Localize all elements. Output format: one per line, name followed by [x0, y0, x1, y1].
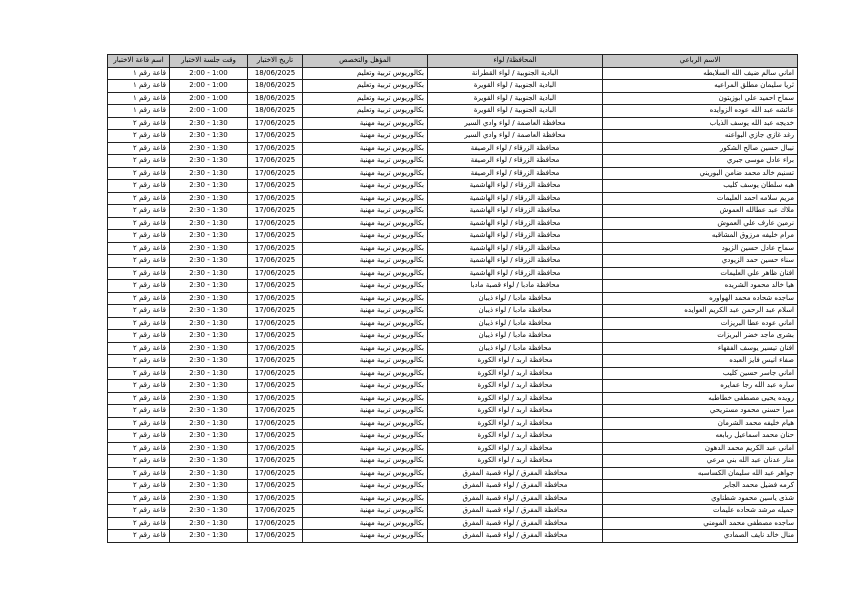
table-row	[108, 92, 798, 105]
exam-schedule-sheet	[107, 54, 797, 543]
qualification-cell: بكالوريوس تربية مهنية	[303, 255, 428, 268]
hall-name-cell: قاعة رقم ٢	[108, 130, 170, 143]
table-row	[108, 105, 798, 118]
full-name-cell: رغد غازي جازي البواعنه	[603, 130, 798, 143]
hall-name-cell: قاعة رقم ٢	[108, 142, 170, 155]
exam-date-cell: 17/06/2025	[248, 280, 303, 293]
exam-date-cell: 17/06/2025	[248, 167, 303, 180]
session-time-cell: 1:30 - 2:30	[170, 530, 248, 543]
exam-date-cell: 17/06/2025	[248, 117, 303, 130]
hall-name-cell: قاعة رقم ٢	[108, 342, 170, 355]
qualification-cell: بكالوريوس تربية مهنية	[303, 442, 428, 455]
exam-date-cell: 17/06/2025	[248, 380, 303, 393]
table-row	[108, 467, 798, 480]
governorate-cell: محافظة الزرقاء / لواء الهاشمية	[428, 192, 603, 205]
full-name-cell: سماح عادل حسين الزيود	[603, 242, 798, 255]
table-row	[108, 405, 798, 418]
hall-name-cell: قاعة رقم ٢	[108, 467, 170, 480]
exam-date-cell: 17/06/2025	[248, 205, 303, 218]
session-time-cell: 1:30 - 2:30	[170, 130, 248, 143]
hall-name-cell: قاعة رقم ٢	[108, 280, 170, 293]
full-name-cell: افنان ظاهر علي العليمات	[603, 267, 798, 280]
governorate-cell: محافظة الزرقاء / لواء الهاشمية	[428, 230, 603, 243]
session-time-cell: 1:30 - 2:30	[170, 467, 248, 480]
exam-date-cell: 17/06/2025	[248, 492, 303, 505]
qualification-cell: بكالوريوس تربية مهنية	[303, 355, 428, 368]
session-time-cell: 1:30 - 2:30	[170, 455, 248, 468]
exam-date-cell: 17/06/2025	[248, 342, 303, 355]
full-name-cell: هيام خليفه محمد الشرمان	[603, 417, 798, 430]
session-time-cell: 1:30 - 2:30	[170, 380, 248, 393]
full-name-cell: صفاء انيس فايز العبده	[603, 355, 798, 368]
qualification-cell: بكالوريوس تربية مهنية	[303, 380, 428, 393]
table-row	[108, 280, 798, 293]
table-row	[108, 392, 798, 405]
session-time-cell: 1:30 - 2:30	[170, 430, 248, 443]
exam-date-cell: 17/06/2025	[248, 230, 303, 243]
session-time-cell: 1:30 - 2:30	[170, 167, 248, 180]
hall-name-cell: قاعة رقم ٢	[108, 117, 170, 130]
governorate-cell: محافظة الزرقاء / لواء الرصيفة	[428, 155, 603, 168]
qualification-cell: بكالوريوس تربية مهنية	[303, 292, 428, 305]
exam-date-cell: 17/06/2025	[248, 442, 303, 455]
qualification-cell: بكالوريوس تربية مهنية	[303, 492, 428, 505]
full-name-cell: تسنيم خالد محمد ضامن البوريني	[603, 167, 798, 180]
exam-date-cell: 17/06/2025	[248, 405, 303, 418]
hall-name-cell: قاعة رقم ٢	[108, 255, 170, 268]
table-row	[108, 180, 798, 193]
governorate-cell: محافظة مادبا / لواء ذيبان	[428, 342, 603, 355]
hall-name-cell: قاعة رقم ٢	[108, 367, 170, 380]
exam-date-cell: 17/06/2025	[248, 417, 303, 430]
table-row	[108, 80, 798, 93]
table-row	[108, 505, 798, 518]
hall-name-cell: قاعة رقم ٢	[108, 317, 170, 330]
full-name-cell: منال خالد نايف الصمادي	[603, 530, 798, 543]
session-time-cell: 1:30 - 2:30	[170, 480, 248, 493]
hall-name-cell: قاعة رقم ٢	[108, 492, 170, 505]
governorate-cell: محافظة الزرقاء / لواء الهاشمية	[428, 217, 603, 230]
session-time-cell: 1:00 - 2:00	[170, 92, 248, 105]
session-time-cell: 1:30 - 2:30	[170, 267, 248, 280]
full-name-cell: منار عدنان عبد الله بني مرعي	[603, 455, 798, 468]
governorate-cell: محافظة اربد / لواء الكورة	[428, 392, 603, 405]
session-time-cell: 1:30 - 2:30	[170, 292, 248, 305]
governorate-cell: محافظة العاصمة / لواء وادي السير	[428, 130, 603, 143]
qualification-cell: بكالوريوس تربية مهنية	[303, 480, 428, 493]
table-row	[108, 255, 798, 268]
governorate-cell: محافظة مادبا / لواء ذيبان	[428, 330, 603, 343]
exam-date-cell: 18/06/2025	[248, 67, 303, 80]
exam-date-cell: 17/06/2025	[248, 255, 303, 268]
qualification-cell: بكالوريوس تربية مهنية	[303, 130, 428, 143]
table-row	[108, 67, 798, 80]
hall-name-cell: قاعة رقم ٢	[108, 167, 170, 180]
session-time-cell: 1:30 - 2:30	[170, 205, 248, 218]
governorate-cell: البادية الجنوبية / لواء القويرة	[428, 80, 603, 93]
exam-date-cell: 17/06/2025	[248, 517, 303, 530]
table-row	[108, 267, 798, 280]
hall-name-cell: قاعة رقم ٢	[108, 192, 170, 205]
governorate-cell: محافظة اربد / لواء الكورة	[428, 442, 603, 455]
qualification-cell: بكالوريوس تربية مهنية	[303, 242, 428, 255]
exam-date-cell: 17/06/2025	[248, 505, 303, 518]
hall-name-cell: قاعة رقم ٢	[108, 480, 170, 493]
header-governorate: المحافظة/ لواء	[428, 55, 603, 68]
qualification-cell: بكالوريوس تربية مهنية	[303, 467, 428, 480]
table-row	[108, 330, 798, 343]
hall-name-cell: قاعة رقم ٢	[108, 530, 170, 543]
governorate-cell: البادية الجنوبية / لواء القطرانة	[428, 67, 603, 80]
session-time-cell: 1:30 - 2:30	[170, 142, 248, 155]
session-time-cell: 1:30 - 2:30	[170, 230, 248, 243]
table-row	[108, 305, 798, 318]
qualification-cell: بكالوريوس تربية مهنية	[303, 230, 428, 243]
governorate-cell: محافظة اربد / لواء الكورة	[428, 417, 603, 430]
table-row	[108, 367, 798, 380]
session-time-cell: 1:30 - 2:30	[170, 330, 248, 343]
qualification-cell: بكالوريوس تربية مهنية	[303, 392, 428, 405]
qualification-cell: بكالوريوس تربية مهنية	[303, 192, 428, 205]
exam-date-cell: 17/06/2025	[248, 155, 303, 168]
qualification-cell: بكالوريوس تربية مهنية	[303, 117, 428, 130]
table-row	[108, 442, 798, 455]
full-name-cell: مريم سلامه احمد العليمات	[603, 192, 798, 205]
exam-date-cell: 17/06/2025	[248, 217, 303, 230]
hall-name-cell: قاعة رقم ٢	[108, 242, 170, 255]
qualification-cell: بكالوريوس تربية مهنية	[303, 305, 428, 318]
table-row	[108, 130, 798, 143]
table-row	[108, 142, 798, 155]
table-row	[108, 517, 798, 530]
full-name-cell: حنان محمد اسماعيل ربابعه	[603, 430, 798, 443]
governorate-cell: محافظة المفرق / لواء قصبة المفرق	[428, 530, 603, 543]
hall-name-cell: قاعة رقم ٢	[108, 217, 170, 230]
governorate-cell: محافظة المفرق / لواء قصبة المفرق	[428, 492, 603, 505]
session-time-cell: 1:30 - 2:30	[170, 180, 248, 193]
hall-name-cell: قاعة رقم ٢	[108, 517, 170, 530]
table-row	[108, 430, 798, 443]
session-time-cell: 1:30 - 2:30	[170, 367, 248, 380]
table-row	[108, 205, 798, 218]
table-row	[108, 380, 798, 393]
header-exam-date: تاريخ الاختبار	[248, 55, 303, 68]
full-name-cell: هبه سلطان يوسف كليب	[603, 180, 798, 193]
governorate-cell: محافظة اربد / لواء الكورة	[428, 455, 603, 468]
full-name-cell: سماح احميد علي ابوزيتون	[603, 92, 798, 105]
full-name-cell: رويده يحيى مصطفى خطاطبه	[603, 392, 798, 405]
full-name-cell: اماني جاسر حسين كليب	[603, 367, 798, 380]
table-row	[108, 530, 798, 543]
governorate-cell: محافظة اربد / لواء الكورة	[428, 405, 603, 418]
table-row	[108, 292, 798, 305]
table-row	[108, 167, 798, 180]
table-row	[108, 355, 798, 368]
exam-date-cell: 17/06/2025	[248, 317, 303, 330]
exam-date-cell: 18/06/2025	[248, 92, 303, 105]
table-row	[108, 455, 798, 468]
full-name-cell: براء عادل موسى جبري	[603, 155, 798, 168]
qualification-cell: بكالوريوس تربية مهنية	[303, 417, 428, 430]
session-time-cell: 1:30 - 2:30	[170, 192, 248, 205]
qualification-cell: بكالوريوس تربية مهنية	[303, 180, 428, 193]
qualification-cell: بكالوريوس تربية مهنية	[303, 280, 428, 293]
table-row	[108, 217, 798, 230]
session-time-cell: 1:30 - 2:30	[170, 392, 248, 405]
table-body	[108, 67, 798, 542]
full-name-cell: ميرا حسني محمود مستريحي	[603, 405, 798, 418]
hall-name-cell: قاعة رقم ٢	[108, 180, 170, 193]
table-row	[108, 117, 798, 130]
qualification-cell: بكالوريوس تربية مهنية	[303, 142, 428, 155]
hall-name-cell: قاعة رقم ٢	[108, 405, 170, 418]
full-name-cell: ملاك عبد عطالله العموش	[603, 205, 798, 218]
hall-name-cell: قاعة رقم ٢	[108, 417, 170, 430]
full-name-cell: سناء حسين حمد الزيودي	[603, 255, 798, 268]
exam-date-cell: 17/06/2025	[248, 267, 303, 280]
exam-date-cell: 17/06/2025	[248, 142, 303, 155]
hall-name-cell: قاعة رقم ٢	[108, 455, 170, 468]
table-row	[108, 242, 798, 255]
header-full-name: الاسم الرباعي	[603, 55, 798, 68]
session-time-cell: 1:00 - 2:00	[170, 80, 248, 93]
governorate-cell: محافظة اربد / لواء الكورة	[428, 430, 603, 443]
governorate-cell: محافظة الزرقاء / لواء الهاشمية	[428, 205, 603, 218]
full-name-cell: ثريا سليمان مطلق المراعيه	[603, 80, 798, 93]
session-time-cell: 1:30 - 2:30	[170, 255, 248, 268]
qualification-cell: بكالوريوس تربية مهنية	[303, 505, 428, 518]
exam-date-cell: 17/06/2025	[248, 480, 303, 493]
qualification-cell: بكالوريوس تربية مهنية	[303, 317, 428, 330]
qualification-cell: بكالوريوس تربية مهنية	[303, 367, 428, 380]
governorate-cell: محافظة اربد / لواء الكورة	[428, 367, 603, 380]
governorate-cell: محافظة الزرقاء / لواء الرصيفة	[428, 142, 603, 155]
hall-name-cell: قاعة رقم ١	[108, 80, 170, 93]
exam-date-cell: 17/06/2025	[248, 367, 303, 380]
header-hall-name: اسم قاعة الاختبار	[108, 55, 170, 68]
qualification-cell: بكالوريوس تربية وتعليم	[303, 105, 428, 118]
session-time-cell: 1:30 - 2:30	[170, 305, 248, 318]
exam-date-cell: 17/06/2025	[248, 530, 303, 543]
exam-date-cell: 17/06/2025	[248, 467, 303, 480]
session-time-cell: 1:30 - 2:30	[170, 355, 248, 368]
governorate-cell: محافظة اربد / لواء الكورة	[428, 355, 603, 368]
full-name-cell: اسلام عبد الرحمن عبد الكريم العوايده	[603, 305, 798, 318]
session-time-cell: 1:30 - 2:30	[170, 117, 248, 130]
qualification-cell: بكالوريوس تربية مهنية	[303, 517, 428, 530]
full-name-cell: جميله مرشد شحاده عليمات	[603, 505, 798, 518]
hall-name-cell: قاعة رقم ١	[108, 105, 170, 118]
session-time-cell: 1:30 - 2:30	[170, 342, 248, 355]
exam-date-cell: 17/06/2025	[248, 180, 303, 193]
table-row	[108, 155, 798, 168]
full-name-cell: ساره عبد الله رجا عمايره	[603, 380, 798, 393]
exam-date-cell: 17/06/2025	[248, 242, 303, 255]
full-name-cell: اماني عوده عطا البريزات	[603, 317, 798, 330]
exam-date-cell: 17/06/2025	[248, 355, 303, 368]
exam-date-cell: 17/06/2025	[248, 330, 303, 343]
governorate-cell: محافظة الزرقاء / لواء الرصيفة	[428, 167, 603, 180]
hall-name-cell: قاعة رقم ٢	[108, 430, 170, 443]
hall-name-cell: قاعة رقم ٢	[108, 305, 170, 318]
session-time-cell: 1:30 - 2:30	[170, 217, 248, 230]
hall-name-cell: قاعة رقم ٢	[108, 292, 170, 305]
full-name-cell: اماني عبد الكريم محمد الدهون	[603, 442, 798, 455]
full-name-cell: بشرى ماجد خضر البريزات	[603, 330, 798, 343]
exam-date-cell: 17/06/2025	[248, 455, 303, 468]
full-name-cell: اماني سالم ضيف الله السلايطه	[603, 67, 798, 80]
governorate-cell: محافظة الزرقاء / لواء الهاشمية	[428, 267, 603, 280]
session-time-cell: 1:30 - 2:30	[170, 517, 248, 530]
qualification-cell: بكالوريوس تربية مهنية	[303, 430, 428, 443]
session-time-cell: 1:30 - 2:30	[170, 405, 248, 418]
governorate-cell: محافظة اربد / لواء الكورة	[428, 380, 603, 393]
qualification-cell: بكالوريوس تربية مهنية	[303, 167, 428, 180]
qualification-cell: بكالوريوس تربية مهنية	[303, 405, 428, 418]
governorate-cell: البادية الجنوبية / لواء القويرة	[428, 92, 603, 105]
session-time-cell: 1:00 - 2:00	[170, 105, 248, 118]
full-name-cell: مرام خليفه مرزوق المشاقبه	[603, 230, 798, 243]
hall-name-cell: قاعة رقم ٢	[108, 380, 170, 393]
table-row	[108, 480, 798, 493]
session-time-cell: 1:30 - 2:30	[170, 242, 248, 255]
qualification-cell: بكالوريوس تربية مهنية	[303, 205, 428, 218]
full-name-cell: نرمين عارف علي العموش	[603, 217, 798, 230]
hall-name-cell: قاعة رقم ١	[108, 67, 170, 80]
qualification-cell: بكالوريوس تربية مهنية	[303, 217, 428, 230]
session-time-cell: 1:30 - 2:30	[170, 505, 248, 518]
governorate-cell: محافظة مادبا / لواء ذيبان	[428, 317, 603, 330]
table-row	[108, 317, 798, 330]
full-name-cell: ساجده مصطفى محمد المومني	[603, 517, 798, 530]
qualification-cell: بكالوريوس تربية وتعليم	[303, 80, 428, 93]
session-time-cell: 1:30 - 2:30	[170, 155, 248, 168]
session-time-cell: 1:30 - 2:30	[170, 492, 248, 505]
hall-name-cell: قاعة رقم ٢	[108, 442, 170, 455]
header-session-time: وقت جلسة الاختبار	[170, 55, 248, 68]
header-qualification: المؤهل والتخصص	[303, 55, 428, 68]
governorate-cell: محافظة مادبا / لواء ذيبان	[428, 292, 603, 305]
session-time-cell: 1:30 - 2:30	[170, 317, 248, 330]
session-time-cell: 1:00 - 2:00	[170, 67, 248, 80]
hall-name-cell: قاعة رقم ٢	[108, 155, 170, 168]
session-time-cell: 1:30 - 2:30	[170, 442, 248, 455]
hall-name-cell: قاعة رقم ٢	[108, 205, 170, 218]
full-name-cell: ساجده شحاده محمد الهواوره	[603, 292, 798, 305]
hall-name-cell: قاعة رقم ١	[108, 92, 170, 105]
qualification-cell: بكالوريوس تربية مهنية	[303, 455, 428, 468]
table-row	[108, 230, 798, 243]
full-name-cell: خديجه عبد الله يوسف الذياب	[603, 117, 798, 130]
full-name-cell: كرمه فضيل محمد الجابر	[603, 480, 798, 493]
qualification-cell: بكالوريوس تربية مهنية	[303, 267, 428, 280]
exam-date-cell: 18/06/2025	[248, 80, 303, 93]
full-name-cell: شذى ياسين محمود شطناوي	[603, 492, 798, 505]
table-row	[108, 417, 798, 430]
session-time-cell: 1:30 - 2:30	[170, 417, 248, 430]
header-row	[108, 55, 798, 68]
exam-date-cell: 17/06/2025	[248, 392, 303, 405]
exam-date-cell: 18/06/2025	[248, 105, 303, 118]
exam-date-cell: 17/06/2025	[248, 430, 303, 443]
qualification-cell: بكالوريوس تربية مهنية	[303, 330, 428, 343]
governorate-cell: محافظة الزرقاء / لواء الهاشمية	[428, 242, 603, 255]
hall-name-cell: قاعة رقم ٢	[108, 267, 170, 280]
table-row	[108, 342, 798, 355]
governorate-cell: محافظة المفرق / لواء قصبة المفرق	[428, 480, 603, 493]
governorate-cell: محافظة المفرق / لواء قصبة المفرق	[428, 517, 603, 530]
governorate-cell: محافظة مادبا / لواء قصبة مادبا	[428, 280, 603, 293]
qualification-cell: بكالوريوس تربية وتعليم	[303, 92, 428, 105]
hall-name-cell: قاعة رقم ٢	[108, 230, 170, 243]
hall-name-cell: قاعة رقم ٢	[108, 330, 170, 343]
hall-name-cell: قاعة رقم ٢	[108, 355, 170, 368]
exam-date-cell: 17/06/2025	[248, 292, 303, 305]
qualification-cell: بكالوريوس تربية مهنية	[303, 155, 428, 168]
session-time-cell: 1:30 - 2:30	[170, 280, 248, 293]
full-name-cell: افنان تيسير يوسف الفقهاء	[603, 342, 798, 355]
table-row	[108, 192, 798, 205]
full-name-cell: عائشه عبد الله عوده الزوايده	[603, 105, 798, 118]
exam-schedule-table	[107, 54, 798, 543]
exam-date-cell: 17/06/2025	[248, 130, 303, 143]
qualification-cell: بكالوريوس تربية مهنية	[303, 342, 428, 355]
governorate-cell: محافظة المفرق / لواء قصبة المفرق	[428, 467, 603, 480]
qualification-cell: بكالوريوس تربية مهنية	[303, 530, 428, 543]
hall-name-cell: قاعة رقم ٢	[108, 392, 170, 405]
full-name-cell: هيا خالد محمود الشريده	[603, 280, 798, 293]
governorate-cell: محافظة المفرق / لواء قصبة المفرق	[428, 505, 603, 518]
full-name-cell: جواهر عبد الله سليمان الكساسبه	[603, 467, 798, 480]
governorate-cell: محافظة الزرقاء / لواء الهاشمية	[428, 255, 603, 268]
table-row	[108, 492, 798, 505]
governorate-cell: البادية الجنوبية / لواء القويرة	[428, 105, 603, 118]
exam-date-cell: 17/06/2025	[248, 192, 303, 205]
qualification-cell: بكالوريوس تربية وتعليم	[303, 67, 428, 80]
hall-name-cell: قاعة رقم ٢	[108, 505, 170, 518]
governorate-cell: محافظة العاصمة / لواء وادي السير	[428, 117, 603, 130]
governorate-cell: محافظة مادبا / لواء ذيبان	[428, 305, 603, 318]
governorate-cell: محافظة الزرقاء / لواء الهاشمية	[428, 180, 603, 193]
exam-date-cell: 17/06/2025	[248, 305, 303, 318]
full-name-cell: نيبال حسين صالح الشكور	[603, 142, 798, 155]
